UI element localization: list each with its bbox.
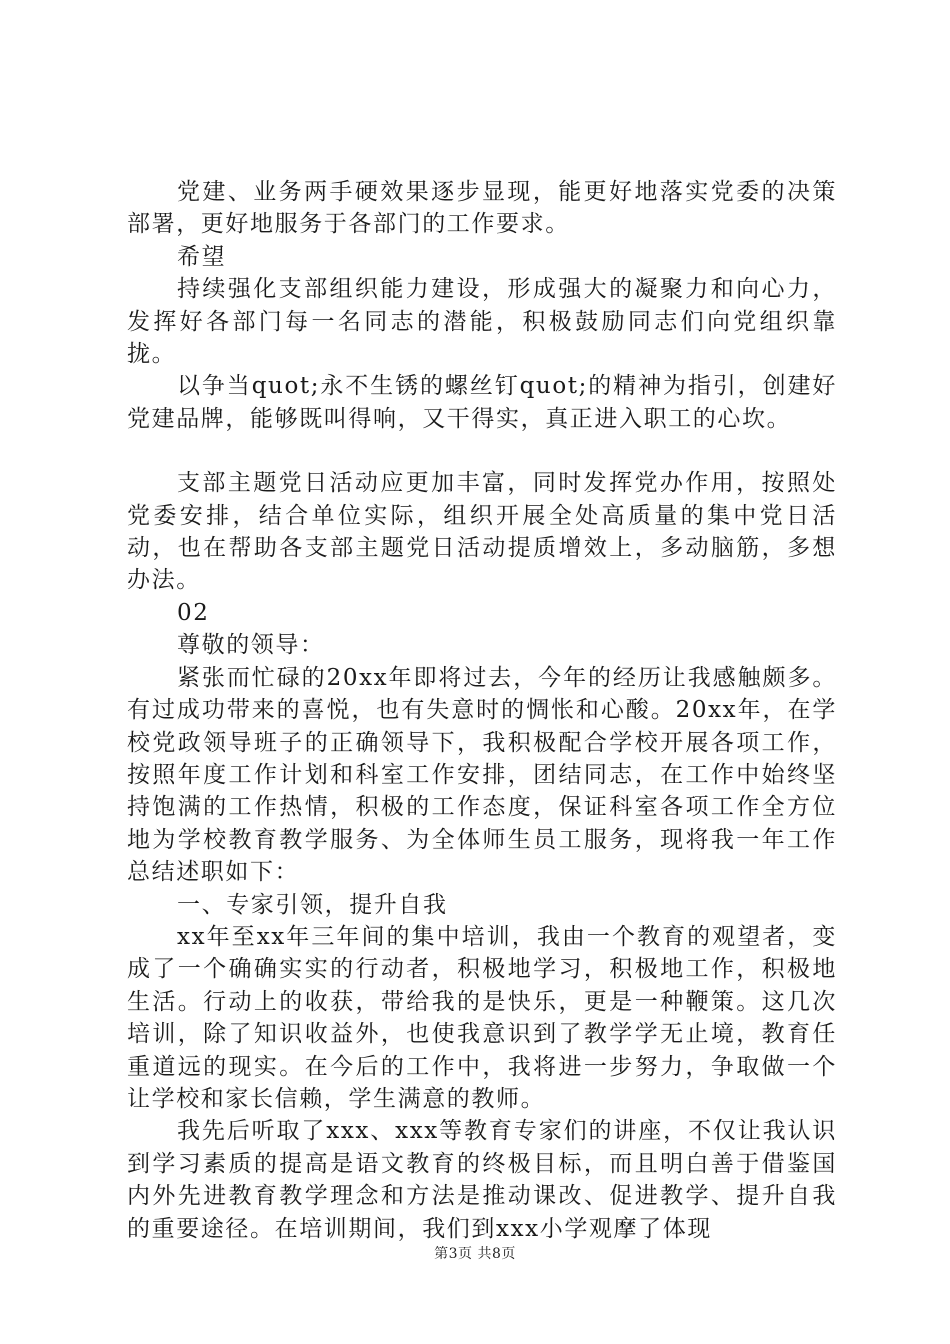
paragraph: 党建、业务两手硬效果逐步显现，能更好地落实党委的决策部署，更好地服务于各部门的工作要求。 [127, 179, 837, 238]
paragraph: 紧张而忙碌的20xx年即将过去，今年的经历让我感触颇多。有过成功带来的喜悦，也有失意时的惆怅和心酸。20xx年，在学校党政领导班子的正确领导下，我积极配合学校开展各项工作，按照年度工作计划和科室工作安排，团结同志，在工作中始终坚持饱满的工作热情，积极的工作态度，保证科室各项工作全方位地为学校教育教学服务、为全体师生员工服务，现将我一年工作总结述职如下： [127, 664, 837, 886]
paragraph: 支部主题党日活动应更加丰富，同时发挥党办作用，按照处党委安排，结合单位实际，组织开展全处高质量的集中党日活动，也在帮助各支部主题党日活动提质增效上，多动脑筋，多想办法。 [127, 470, 837, 594]
paragraph: 以争当quot;永不生锈的螺丝钉quot;的精神为指引，创建好党建品牌，能够既叫得响，又干得实，真正进入职工的心坎。 [127, 373, 837, 432]
document-body [127, 176, 837, 1245]
paragraph: 我先后听取了xxx、xxx等教育专家们的讲座，不仅让我认识到学习素质的提高是语文教育的终极目标，而且明白善于借鉴国内外先进教育教学理念和方法是推动课改、促进教学、提升自我的重要途径。在培训期间，我们到xxx小学观摩了体现 [127, 1118, 837, 1242]
paragraph: 持续强化支部组织能力建设，形成强大的凝聚力和向心力，发挥好各部门每一名同志的潜能，积极鼓励同志们向党组织靠拢。 [127, 276, 837, 368]
paragraph-heading-hope: 希望 [177, 243, 227, 270]
page-number-footer: 第3页 共8页 [434, 1246, 516, 1262]
salutation: 尊敬的领导： [177, 632, 325, 659]
section-heading: 一、专家引领，提升自我 [177, 891, 448, 918]
section-number: 02 [177, 599, 210, 626]
paragraph: xx年至xx年三年间的集中培训，我由一个教育的观望者，变成了一个确确实实的行动者，积极地学习，积极地工作，积极地生活。行动上的收获，带给我的是快乐，更是一种鞭策。这几次培训，除了知识收益外，也使我意识到了教学学无止境，教育任重道远的现实。在今后的工作中，我将进一步努力，争取做一个让学校和家长信赖，学生满意的教师。 [127, 923, 837, 1112]
